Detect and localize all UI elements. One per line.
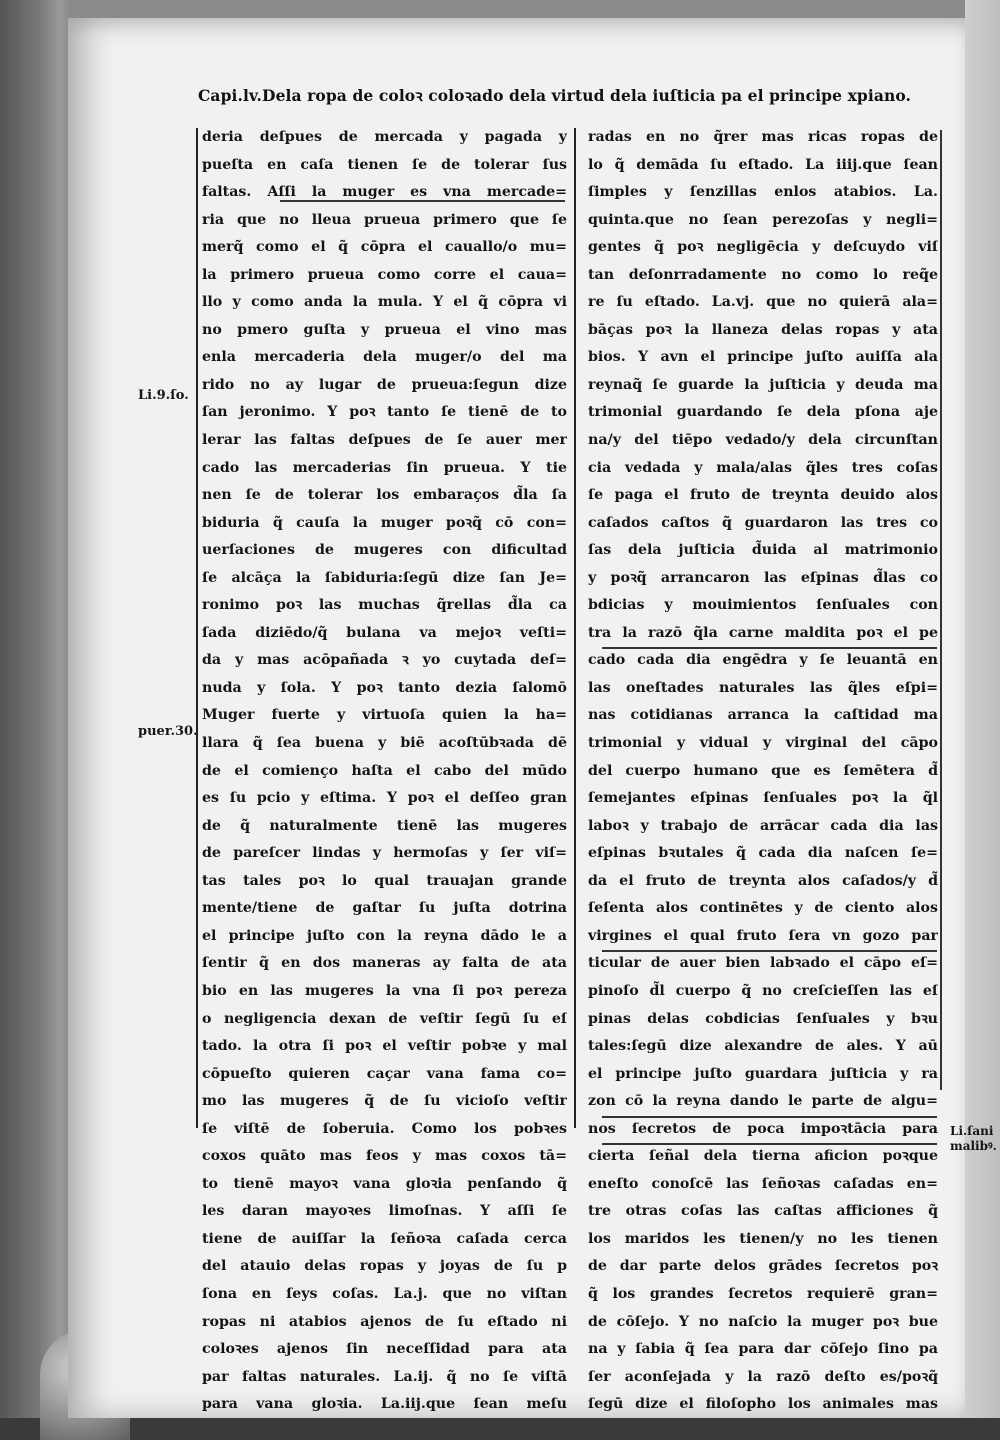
text-line: trimonial guardando ſe dela pſona aje xyxy=(588,404,938,421)
text-line: ropas ni atabios ajenos de ſu eſtado ni xyxy=(202,1313,567,1330)
text-line: ſeſenta alos continētes y de ciento alos xyxy=(588,900,938,917)
text-line: laboꝛ y trabajo de arrācar cada dia las xyxy=(588,817,938,834)
margin-note-right-1-line2: malibꝰ. xyxy=(950,1139,997,1153)
text-line: del cuerpo humano que es ſemētera d̃ xyxy=(588,762,938,779)
text-line: bio en las mugeres la vna ſi poꝛ pereza xyxy=(202,982,567,999)
text-line: ria que no lleua prueua primero que ſe xyxy=(202,211,567,228)
text-line: to tienē mayoꝛ vana gloꝛia penſando q̃ xyxy=(202,1175,567,1192)
text-line: nen ſe de tolerar los embaraços d̃la ſa xyxy=(202,487,567,504)
text-line: trimonial y vidual y virginal del cāpo xyxy=(588,735,938,752)
text-line: lo q̃ demāda ſu eſtado. La iiij.que ſean xyxy=(588,156,938,173)
text-line: radas en no q̃rer mas ricas ropas de xyxy=(588,129,938,145)
margin-note-left-1: Li.9.ſo. xyxy=(138,388,189,403)
text-line: ſas dela juſticia d̃uida al matrimonio xyxy=(588,542,938,559)
right-column-rule xyxy=(940,130,942,1090)
text-line: cōpueſto quieren caçar vana fama co= xyxy=(202,1065,567,1082)
text-line: los maridos les tienen/y no les tienen xyxy=(588,1230,938,1247)
text-line: ſer aconſejada y la razō deſto es/poꝛq̃ xyxy=(588,1368,938,1385)
text-line: tra la razō q̃la carne maldita poꝛ el pe xyxy=(588,624,938,641)
text-line: na/y del tiēpo vedado/y dela circunſtan xyxy=(588,432,938,449)
text-line: ſemejantes eſpinas ſenſuales poꝛ la q̃l xyxy=(588,790,938,807)
text-line: tas tales poꝛ lo qual trauajan grande xyxy=(202,872,567,889)
text-line: Muger fuerte y virtuoſa quien la ha= xyxy=(202,707,567,724)
text-line: zon cō la reyna dando le parte de algu= xyxy=(588,1093,938,1110)
text-line: enla mercaderia dela muger/o del ma xyxy=(202,349,567,366)
text-line: nos ſecretos de poca impoꝛtācia para xyxy=(588,1120,938,1137)
text-line: cia vedada y mala/alas q̃les tres coſas xyxy=(588,459,938,476)
text-line: bios. Y avn el principe juſto auiſſa ala xyxy=(588,349,938,366)
text-line: da y mas acōpañada ꝛ yo cuytada deſ= xyxy=(202,652,567,669)
text-line: cierta ſeñal dela tierna aficion poꝛque xyxy=(588,1148,938,1165)
underline-mark xyxy=(602,647,937,649)
text-line: gentes q̃ poꝛ negligēcia y deſcuydo viſ xyxy=(588,239,938,256)
running-head: Capi.lv.Dela ropa de coloꝛ coloꝛado dela virtud dela iuſticia pa el principe xpiano. xyxy=(198,86,912,105)
margin-note-right-1-line1: Li.ſani xyxy=(950,1124,994,1138)
text-line: ſentir q̃ en dos maneras ay falta de ata xyxy=(202,955,567,972)
text-line: rido no ay lugar de prueua:ſegun dize xyxy=(202,376,567,393)
text-line: llo y como anda la mula. Y el q̃ cōpra vi xyxy=(202,294,567,311)
next-page-edge xyxy=(965,0,1000,1418)
text-line: pinoſo d̃l cuerpo q̃ no creſcieſſen las eſ xyxy=(588,982,938,999)
text-line: la primero prueua como corre el caua= xyxy=(202,266,567,283)
text-line: llara q̃ ſea buena y biē acoſtūbꝛada dē xyxy=(202,735,567,752)
text-line: de el comienço haſta el cabo del mūdo xyxy=(202,762,567,779)
text-line: q̃ los grandes ſecretos requierē gran= xyxy=(588,1285,938,1302)
text-line: eſpinas bꝛutales q̃ cada dia naſcen ſe= xyxy=(588,845,938,862)
text-line: virgines el qual fruto ſera vn gozo par xyxy=(588,927,938,944)
text-line: biduria q̃ cauſa la muger poꝛq̃ cō con= xyxy=(202,514,567,531)
text-line: reynaq̃ ſe guarde la juſticia y deuda ma xyxy=(588,376,938,393)
text-line: ſegū dize el filoſopho los animales mas xyxy=(588,1396,938,1413)
text-line: ronimo poꝛ las muchas q̃rellas d̃la ca xyxy=(202,597,567,614)
text-line: y poꝛq̃ arrancaron las eſpinas d̃las co xyxy=(588,569,938,586)
left-column-rule xyxy=(196,128,198,1128)
text-line: coxos quāto mas feos y mas coxos tā= xyxy=(202,1148,567,1165)
text-line: cado las mercaderias ſin prueua. Y tie xyxy=(202,459,567,476)
text-line: merq̃ como el q̃ cōpra el cauallo/o mu= xyxy=(202,239,567,256)
underline-mark xyxy=(602,1143,937,1145)
margin-note-left-2: puer.30. xyxy=(138,724,198,739)
text-line: bāças poꝛ la llaneza delas ropas y ata xyxy=(588,321,938,338)
text-line: para vana gloꝛia. La.iij.que ſean meſu xyxy=(202,1396,567,1413)
text-line: es ſu pcio y eſtima. Y poꝛ el deſſeo gran xyxy=(202,790,567,807)
text-line: tiene de auiſſar la ſeñoꝛa caſada cerca xyxy=(202,1230,567,1247)
text-line: lerar las faltas deſpues de ſe auer mer xyxy=(202,432,567,449)
text-line: tan deſonrradamente no como lo req̃e xyxy=(588,266,938,283)
center-column-rule xyxy=(574,128,576,1128)
text-line: ſada diziēdo/q̃ bulana va mejoꝛ veſti= xyxy=(202,624,567,641)
text-line: coloꝛes ajenos ſin neceſſidad para ata xyxy=(202,1341,567,1358)
text-line: tales:ſegū dize alexandre de ales. Y aū xyxy=(588,1038,938,1055)
text-line: nas cotidianas arranca la caſtidad ma xyxy=(588,707,938,724)
text-line: mo las mugeres q̃ de ſu vicioſo veſtir xyxy=(202,1093,567,1110)
text-line: o negligencia dexan de veſtir ſegū ſu eſ xyxy=(202,1010,567,1027)
text-line: da el fruto de treynta alos caſados/y d̃ xyxy=(588,872,938,889)
margin-note-right-1 xyxy=(950,1124,997,1154)
text-line: eneſto conoſcē las ſeñoꝛas caſadas en= xyxy=(588,1175,938,1192)
text-line: nuda y ſola. Y poꝛ tanto dezia ſalomō xyxy=(202,679,567,696)
text-line: ſe viſtē de ſoberuia. Como los pobꝛes xyxy=(202,1120,567,1137)
text-line: caſados caſtos q̃ guardaron las tres co xyxy=(588,514,938,531)
underline-mark xyxy=(280,200,565,202)
underline-mark xyxy=(602,1116,937,1118)
text-line: de q̃ naturalmente tienē las mugeres xyxy=(202,817,567,834)
text-line: na y ſabia q̃ ſea para dar cōſejo ſino pa xyxy=(588,1341,938,1358)
text-line: ſan jeronimo. Y poꝛ tanto ſe tienē de to xyxy=(202,404,567,421)
text-line: pueſta en caſa tienen ſe de tolerar ſus xyxy=(202,156,567,173)
text-line: cado cada dia engēdra y ſe leuantā en xyxy=(588,652,938,669)
text-line: del atauio delas ropas y joyas de ſu p xyxy=(202,1258,567,1275)
underline-mark xyxy=(602,950,937,952)
text-line: les daran mayoꝛes limoſnas. Y aſſi ſe xyxy=(202,1203,567,1220)
text-line: par faltas naturales. La.ij. q̃ no ſe viſtā xyxy=(202,1368,567,1385)
text-line: ſimples y ſenzillas enlos atabios. La. xyxy=(588,184,938,201)
text-line: quinta.que no ſean perezoſas y negli= xyxy=(588,211,938,228)
text-line: tre otras coſas las caſtas afficiones q̃ xyxy=(588,1203,938,1220)
text-line: tado. la otra ſi poꝛ el veſtir pobꝛe y mal xyxy=(202,1038,567,1055)
text-line: pinas delas cobdicias ſenſuales y bꝛu xyxy=(588,1010,938,1027)
left-text-column xyxy=(202,124,567,1419)
text-line: de dar parte delos grādes ſecretos poꝛ xyxy=(588,1258,938,1275)
text-line: mente/tiene de gaſtar ſu juſta dotrina xyxy=(202,900,567,917)
text-line: bdicias y mouimientos ſenſuales con xyxy=(588,597,938,614)
text-line: re ſu eſtado. La.vj. que no quierā ala= xyxy=(588,294,938,311)
text-line: el principe juſto guardara juſticia y ra xyxy=(588,1065,938,1082)
text-line: ticular de auer bien labꝛado el cāpo eſ= xyxy=(588,955,938,972)
text-line: ſona en ſeys coſas. La.j. que no viſtan xyxy=(202,1285,567,1302)
right-text-column xyxy=(588,124,938,1419)
text-line: no pmero guſta y prueua el vino mas xyxy=(202,321,567,338)
text-line: uerſaciones de mugeres con dificultad xyxy=(202,542,567,559)
text-line: el principe juſto con la reyna dādo le a xyxy=(202,927,567,944)
text-line: las oneſtades naturales las q̃les eſpi= xyxy=(588,679,938,696)
text-line: ſe alcāça la ſabiduria:ſegū dize ſan Je= xyxy=(202,569,567,586)
text-line: deria deſpues de mercada y pagada y xyxy=(202,129,567,145)
text-line: ſe paga el fruto de treynta deuido alos xyxy=(588,487,938,504)
text-line: de pareſcer lindas y hermoſas y ſer viſ= xyxy=(202,845,567,862)
text-line: faltas. Aſſi la muger es vna mercade= xyxy=(202,184,567,201)
text-line: de cōſejo. Y no naſcio la muger poꝛ bue xyxy=(588,1313,938,1330)
